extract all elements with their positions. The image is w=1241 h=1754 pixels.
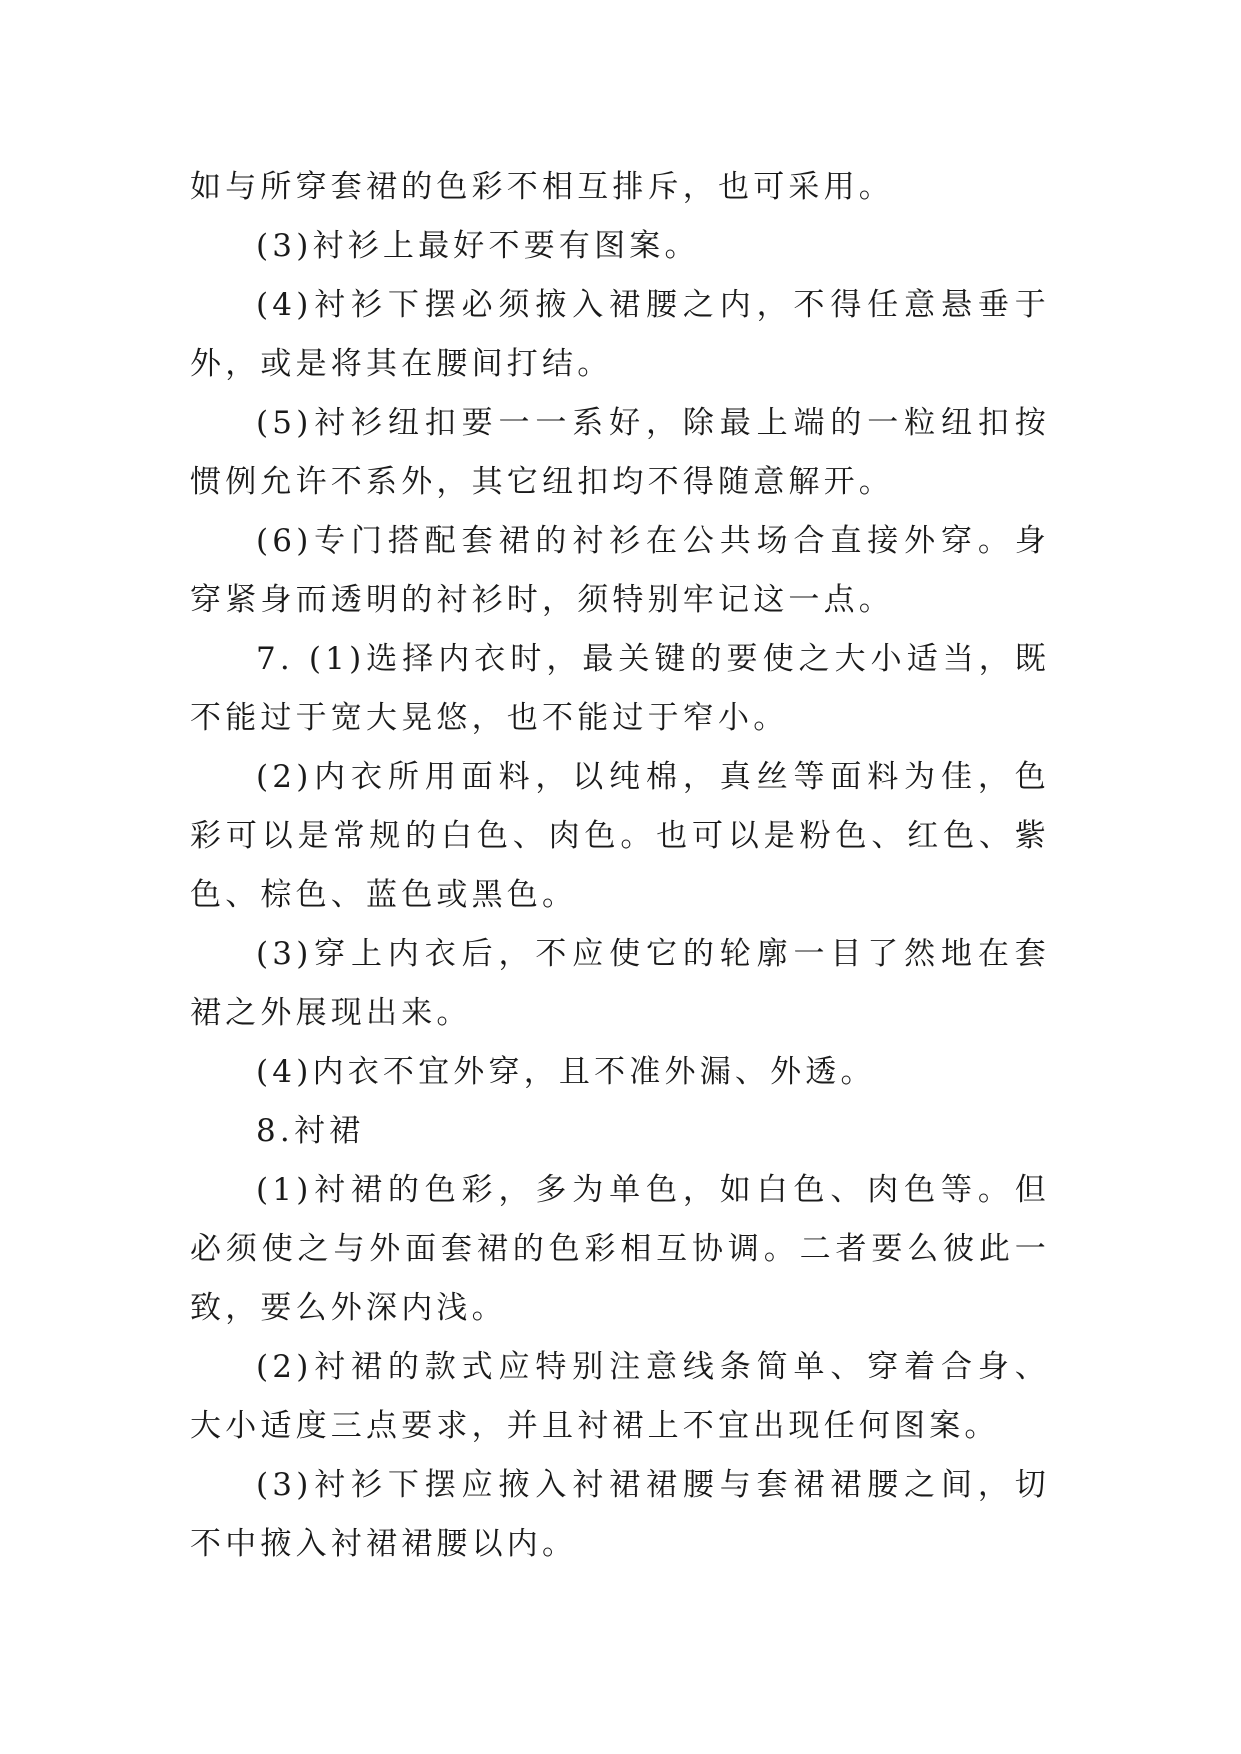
paragraph-item-3-pattern: (3)衬衫上最好不要有图案。: [256, 228, 700, 264]
paragraph-petticoat-style: (2)衬裙的款式应特别注意线条简单、穿着合身、大小适度三点要求，并且衬裙上不宜出现任何图案。: [190, 1349, 1050, 1444]
paragraph-petticoat-color: (1)衬裙的色彩，多为单色，如白色、肉色等。但必须使之与外面套裙的色彩相互协调。二者要么彼此一致，要么外深内浅。: [190, 1172, 1050, 1326]
paragraph-underwear-fabric: (2)内衣所用面料，以纯棉，真丝等面料为佳，色彩可以是常规的白色、肉色。也可以是粉色、红色、紫色、棕色、蓝色或黑色。: [190, 759, 1050, 913]
paragraph-item-6-outerwear: (6)专门搭配套裙的衬衫在公共场合直接外穿。身穿紧身而透明的衬衫时，须特别牢记这一点。: [190, 523, 1050, 618]
paragraph-item-5-buttons: (5)衬衫纽扣要一一系好，除最上端的一粒纽扣按惯例允许不系外，其它纽扣均不得随意解开。: [190, 405, 1050, 500]
paragraph-underwear-exposure: (4)内衣不宜外穿，且不准外漏、外透。: [256, 1054, 876, 1090]
paragraph-underwear-outline: (3)穿上内衣后，不应使它的轮廓一目了然地在套裙之外展现出来。: [190, 936, 1050, 1031]
paragraph-item-4-hem: (4)衬衫下摆必须掖入裙腰之内，不得任意悬垂于外，或是将其在腰间打结。: [190, 287, 1050, 382]
paragraph-petticoat-hem: (3)衬衫下摆应掖入衬裙裙腰与套裙裙腰之间，切不中掖入衬裙裙腰以内。: [190, 1467, 1050, 1562]
section-heading-petticoat: 8.衬裙: [256, 1113, 365, 1149]
document-body: [190, 158, 1050, 1574]
paragraph-section-7-underwear: 7. (1)选择内衣时，最关键的要使之大小适当，既不能过于宽大晃悠，也不能过于窄小。: [190, 641, 1050, 736]
paragraph-continuation: 如与所穿套裙的色彩不相互排斥，也可采用。: [190, 169, 894, 205]
